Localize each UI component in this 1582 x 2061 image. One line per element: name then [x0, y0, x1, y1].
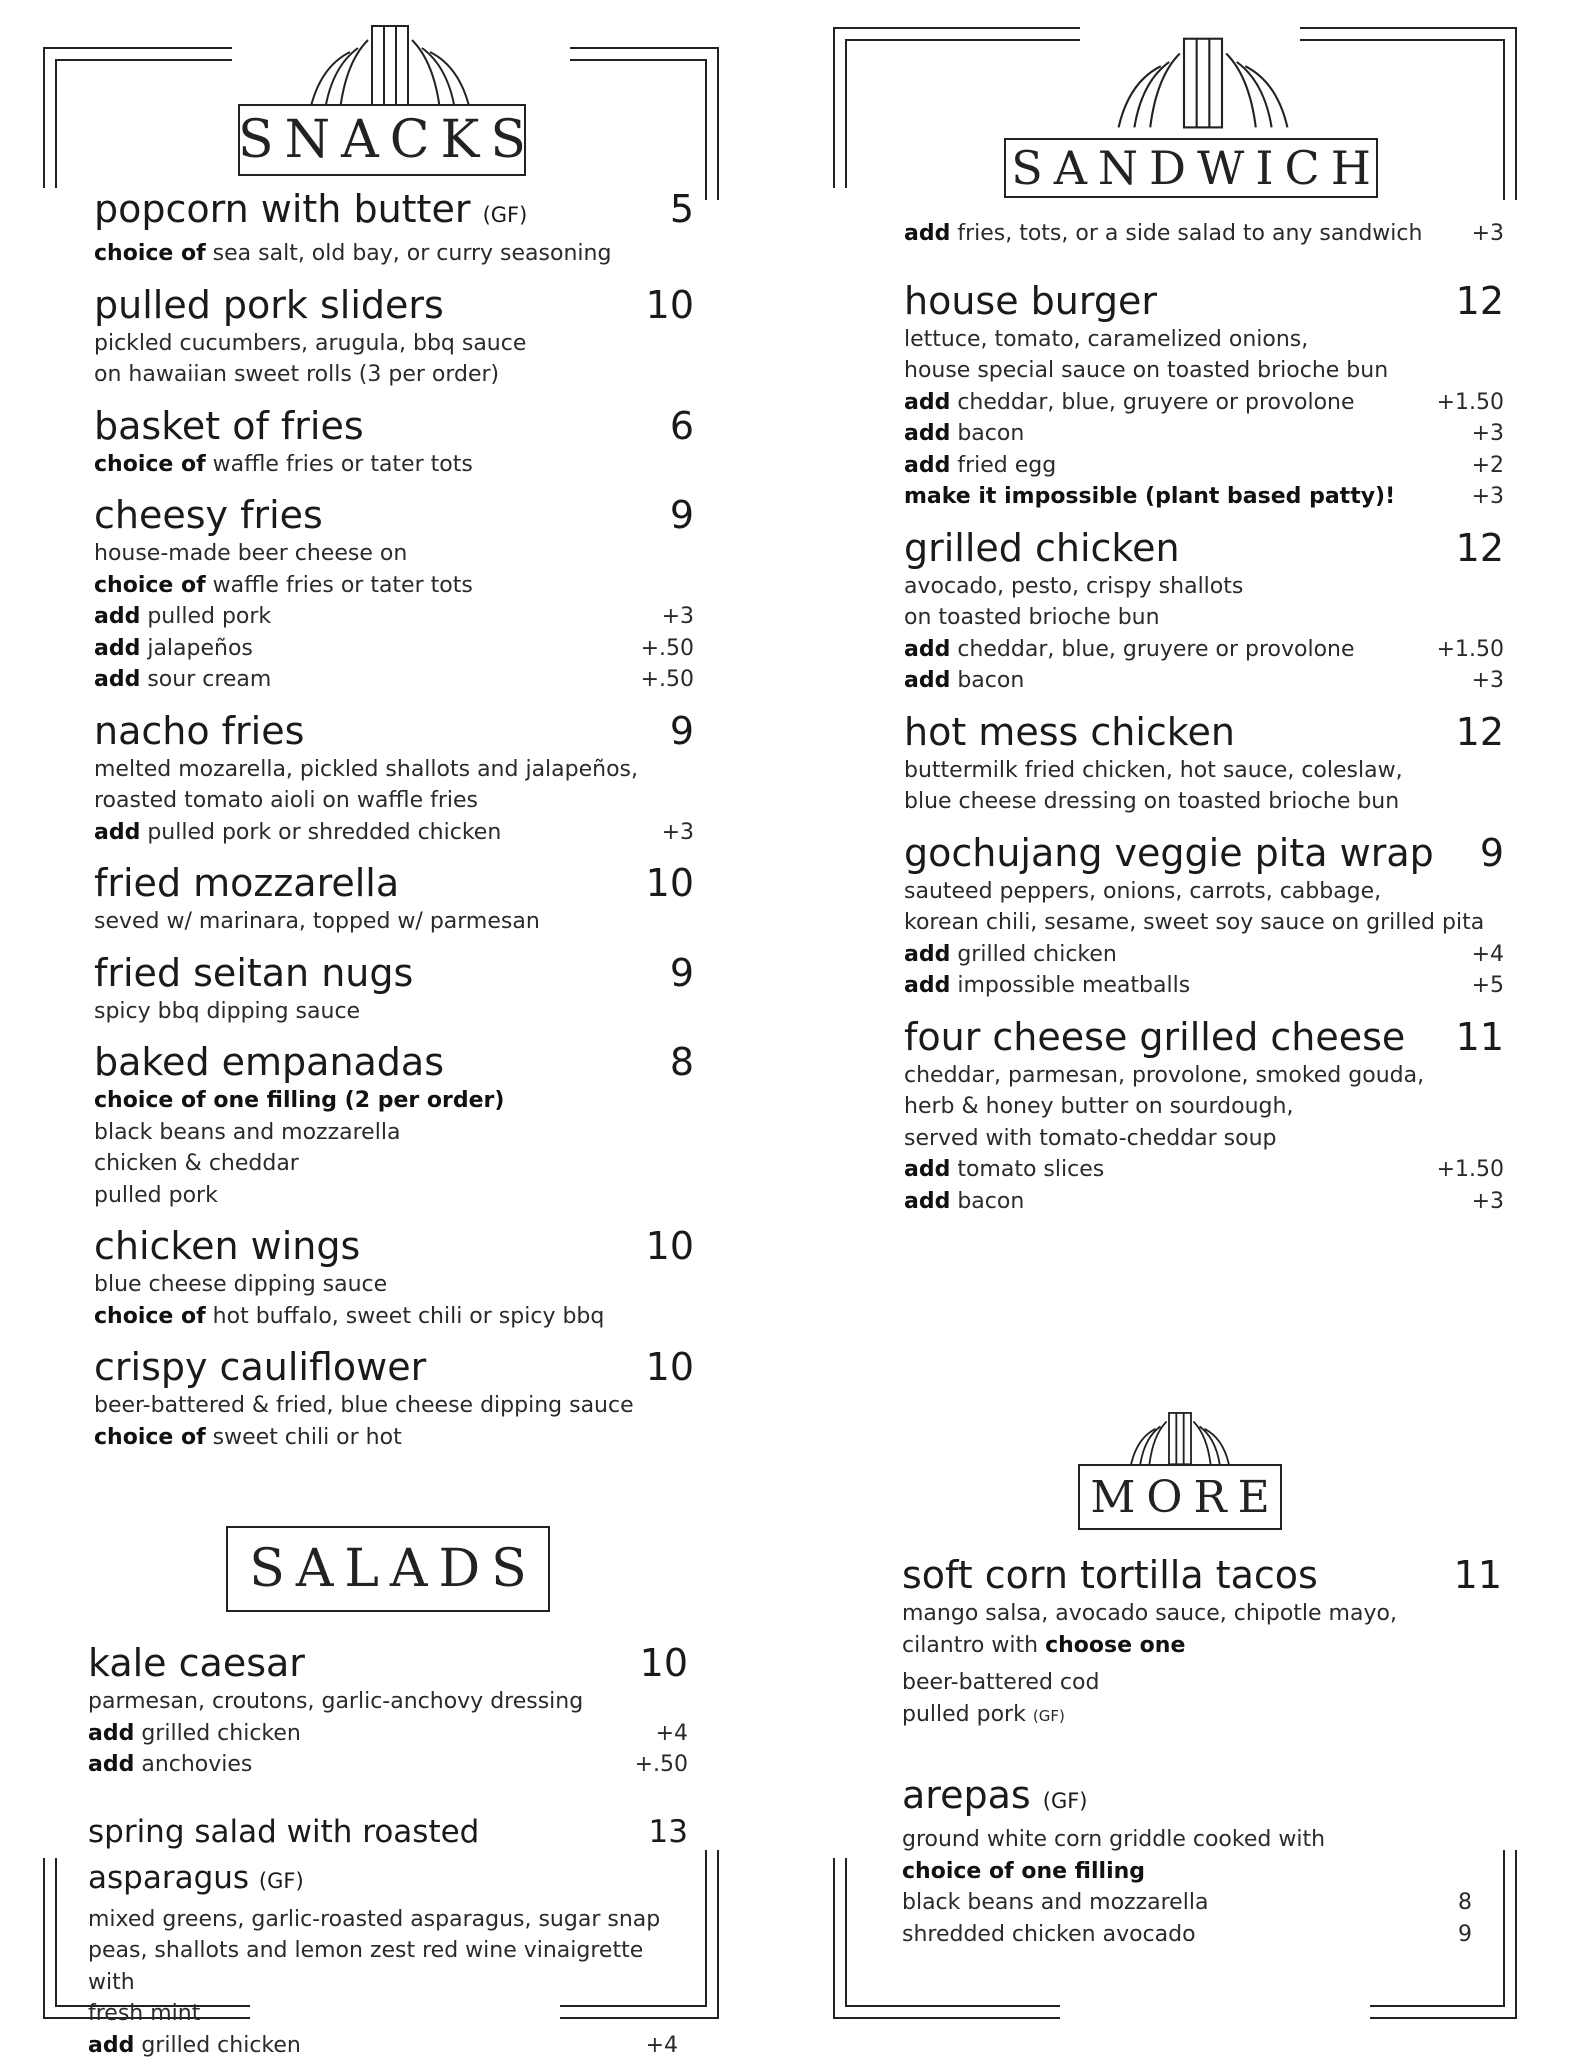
- item-price: 12: [1456, 709, 1504, 755]
- menu-item: [904, 709, 1504, 818]
- item-price: 9: [670, 950, 694, 996]
- menu-item: [904, 830, 1504, 1002]
- addon-price: +1.50: [1437, 1154, 1504, 1186]
- menu-item: [94, 492, 694, 696]
- line-bold: choice of: [94, 573, 206, 598]
- menu-item: [904, 278, 1504, 513]
- addon-price: +4: [646, 2030, 678, 2061]
- line-text: buttermilk fried chicken, hot sauce, coleslaw,: [904, 755, 1403, 787]
- addon-price: +.50: [635, 1749, 688, 1781]
- item-name: basket of fries: [94, 403, 364, 449]
- line-text: cheddar, blue, gruyere or provolone: [950, 637, 1354, 662]
- item-price: 10: [646, 1223, 694, 1269]
- line-text: hot buffalo, sweet chili or spicy bbq: [206, 1304, 605, 1329]
- line-bold: add: [904, 973, 950, 998]
- line-bold: add: [88, 2033, 134, 2058]
- menu-item: [94, 708, 694, 849]
- filling-price: 8: [1458, 1887, 1472, 1919]
- line-text: anchovies: [134, 1752, 252, 1777]
- line-text: served with tomato-cheddar soup: [904, 1123, 1277, 1155]
- line-bold: add: [94, 604, 140, 629]
- line-bold: add: [88, 1752, 134, 1777]
- item-name: spring salad with roasted asparagus: [88, 1814, 479, 1896]
- addon-price: +1.50: [1437, 634, 1504, 666]
- line-text: grilled chicken: [134, 2033, 301, 2058]
- line-text: mango salsa, avocado sauce, chipotle mayo,: [902, 1598, 1397, 1630]
- line-text: sour cream: [140, 667, 271, 692]
- line-bold: choice of: [94, 1425, 206, 1450]
- line-text: beer-battered & fried, blue cheese dipping sauce: [94, 1390, 634, 1422]
- item-name: fried mozzarella: [94, 860, 399, 906]
- menu-item: [94, 950, 694, 1028]
- line-text: cilantro with: [902, 1633, 1045, 1658]
- line-text: roasted tomato aioli on waffle fries: [94, 785, 478, 817]
- line-bold: add: [904, 1157, 950, 1182]
- item-name: hot mess chicken: [904, 709, 1235, 755]
- item-name: baked empanadas: [94, 1039, 444, 1085]
- line-text: pulled pork: [94, 1180, 218, 1212]
- line-text: pickled cucumbers, arugula, bbq sauce: [94, 328, 526, 360]
- line-bold: add: [94, 636, 140, 661]
- line-bold: add: [904, 221, 950, 246]
- item-price: 10: [646, 860, 694, 906]
- sandwich-column: [904, 218, 1504, 1217]
- line-bold: add: [88, 1721, 134, 1746]
- item-price: 12: [1456, 278, 1504, 324]
- gf-note: (GF): [259, 1869, 304, 1893]
- addon-price: +3: [1472, 218, 1504, 250]
- line-text: tomato slices: [950, 1157, 1104, 1182]
- line-text: bacon: [950, 668, 1024, 693]
- line-bold: add: [904, 668, 950, 693]
- item-name: crispy cauliflower: [94, 1344, 426, 1390]
- addon-price: +3: [1472, 665, 1504, 697]
- line-text: lettuce, tomato, caramelized onions,: [904, 324, 1308, 356]
- menu-item: [902, 1552, 1502, 1732]
- item-name: pulled pork sliders: [94, 282, 444, 328]
- line-text: black beans and mozzarella: [902, 1887, 1208, 1919]
- item-price: 11: [1456, 1014, 1504, 1060]
- line-text: herb & honey butter on sourdough,: [904, 1091, 1293, 1123]
- item-name: fried seitan nugs: [94, 950, 413, 996]
- item-name: cheesy fries: [94, 492, 323, 538]
- menu-item: [902, 1772, 1496, 1950]
- line-text: parmesan, croutons, garlic-anchovy dressing: [88, 1686, 583, 1718]
- addon-price: +1.50: [1437, 387, 1504, 419]
- addon-price: +3: [1472, 481, 1504, 513]
- line-text: house-made beer cheese on: [94, 538, 407, 570]
- addon-price: +4: [656, 1718, 688, 1750]
- item-name: chicken wings: [94, 1223, 360, 1269]
- line-text: waffle fries or tater tots: [206, 573, 473, 598]
- line-bold: add: [94, 820, 140, 845]
- item-price: 9: [1480, 830, 1504, 876]
- line-text: melted mozarella, pickled shallots and jalapeños,: [94, 754, 638, 786]
- menu-item: [904, 525, 1504, 697]
- item-price: 13: [649, 1809, 688, 1855]
- item-name: four cheese grilled cheese: [904, 1014, 1405, 1060]
- gf-note: (GF): [1043, 1789, 1088, 1813]
- line-bold: add: [904, 942, 950, 967]
- menu-item: [94, 1344, 694, 1453]
- line-text: ground white corn griddle cooked with: [902, 1824, 1325, 1856]
- line-text: fries, tots, or a side salad to any sandwich: [950, 221, 1422, 246]
- section-title-salads: SALADS: [226, 1526, 550, 1612]
- filling-price: 9: [1458, 1919, 1472, 1951]
- line-text: on toasted brioche bun: [904, 602, 1160, 634]
- line-text: bacon: [950, 421, 1024, 446]
- line-text: impossible meatballs: [950, 973, 1190, 998]
- item-price: 5: [670, 186, 694, 232]
- option-text: beer-battered cod: [902, 1667, 1099, 1699]
- line-text: jalapeños: [140, 636, 253, 661]
- line-bold: add: [904, 453, 950, 478]
- line-text: shredded chicken avocado: [902, 1919, 1196, 1951]
- line-text: chicken & cheddar: [94, 1148, 299, 1180]
- item-name: soft corn tortilla tacos: [902, 1552, 1318, 1598]
- line-bold: choice of: [94, 1304, 206, 1329]
- item-name: house burger: [904, 278, 1157, 324]
- menu-item: [94, 282, 694, 391]
- line-text: sauteed peppers, onions, carrots, cabbage,: [904, 876, 1381, 908]
- line-text: cheddar, parmesan, provolone, smoked gouda,: [904, 1060, 1424, 1092]
- addon-price: +3: [662, 817, 694, 849]
- line-bold: choice of one filling: [902, 1859, 1145, 1884]
- salads-column: [88, 1640, 688, 2061]
- menu-item: [94, 186, 694, 270]
- snacks-column: [94, 186, 694, 1453]
- line-text: waffle fries or tater tots: [206, 452, 473, 477]
- addon-price: +2: [1472, 450, 1504, 482]
- addon-price: +5: [1472, 970, 1504, 1002]
- menu-item: [94, 403, 694, 481]
- section-title-snacks: SNACKS: [238, 104, 526, 176]
- line-text: grilled chicken: [950, 942, 1117, 967]
- line-bold: add: [904, 421, 950, 446]
- item-price: 6: [670, 403, 694, 449]
- line-bold: choose one: [1045, 1633, 1185, 1658]
- item-price: 8: [670, 1039, 694, 1085]
- item-price: 11: [1454, 1552, 1502, 1598]
- addon-price: +.50: [641, 633, 694, 665]
- item-price: 9: [670, 708, 694, 754]
- item-name: popcorn with butter: [94, 187, 470, 231]
- line-text: spicy bbq dipping sauce: [94, 996, 360, 1028]
- item-price: 10: [646, 1344, 694, 1390]
- line-text: cheddar, blue, gruyere or provolone: [950, 390, 1354, 415]
- item-name: grilled chicken: [904, 525, 1180, 571]
- menu-item: [94, 1223, 694, 1332]
- option-text: pulled pork: [902, 1702, 1026, 1727]
- item-name: kale caesar: [88, 1640, 305, 1686]
- line-text: black beans and mozzarella: [94, 1117, 400, 1149]
- gf-note: (GF): [1033, 1707, 1065, 1725]
- fan-ornament-snacks: [300, 22, 480, 112]
- section-title-more: MORE: [1078, 1464, 1282, 1530]
- line-text: avocado, pesto, crispy shallots: [904, 571, 1243, 603]
- line-text: bacon: [950, 1189, 1024, 1214]
- line-text: korean chili, sesame, sweet soy sauce on grilled pita: [904, 907, 1484, 939]
- line-bold: choice of: [94, 452, 206, 477]
- line-bold: add: [904, 637, 950, 662]
- addon-price: +4: [1472, 939, 1504, 971]
- section-title-sandwich: SANDWICH: [1004, 138, 1378, 198]
- line-bold: choice of: [94, 241, 206, 266]
- addon-price: +3: [662, 601, 694, 633]
- line-text: fried egg: [950, 453, 1056, 478]
- item-name: gochujang veggie pita wrap: [904, 830, 1434, 876]
- line-text: peas, shallots and lemon zest red wine vinaigrette with: [88, 1935, 688, 1998]
- line-text: on hawaiian sweet rolls (3 per order): [94, 359, 499, 391]
- gf-note: (GF): [483, 203, 528, 227]
- menu-item: [94, 860, 694, 938]
- line-text: pulled pork: [140, 604, 271, 629]
- line-text: mixed greens, garlic-roasted asparagus, sugar snap: [88, 1904, 660, 1936]
- line-text: pulled pork or shredded chicken: [140, 820, 501, 845]
- line-text: sweet chili or hot: [206, 1425, 402, 1450]
- line-bold: add: [904, 390, 950, 415]
- item-name: arepas: [902, 1773, 1031, 1817]
- sandwich-intro: [904, 218, 1504, 250]
- menu-item: [88, 1640, 688, 1781]
- item-name: nacho fries: [94, 708, 304, 754]
- fan-ornament-sandwich: [1108, 32, 1298, 132]
- item-price: 10: [640, 1640, 688, 1686]
- menu-item: [94, 1039, 694, 1211]
- line-text: blue cheese dressing on toasted brioche bun: [904, 786, 1399, 818]
- item-price: 12: [1456, 525, 1504, 571]
- line-text: grilled chicken: [134, 1721, 301, 1746]
- line-bold: make it impossible (plant based patty)!: [904, 484, 1395, 509]
- addon-price: +3: [1472, 1186, 1504, 1218]
- menu-item: [88, 1809, 688, 2061]
- line-bold: choice of one filling (2 per order): [94, 1088, 504, 1113]
- line-text: fresh mint: [88, 1998, 200, 2030]
- line-text: seved w/ marinara, topped w/ parmesan: [94, 906, 540, 938]
- item-price: 9: [670, 492, 694, 538]
- addon-price: +.50: [641, 664, 694, 696]
- line-text: blue cheese dipping sauce: [94, 1269, 387, 1301]
- item-price: 10: [646, 282, 694, 328]
- more-column: [902, 1552, 1502, 1950]
- addon-price: +3: [1472, 418, 1504, 450]
- line-bold: add: [94, 667, 140, 692]
- line-text: house special sauce on toasted brioche bun: [904, 355, 1388, 387]
- line-text: sea salt, old bay, or curry seasoning: [206, 241, 612, 266]
- menu-item: [904, 1014, 1504, 1218]
- fan-ornament-more: [1125, 1410, 1235, 1466]
- line-bold: add: [904, 1189, 950, 1214]
